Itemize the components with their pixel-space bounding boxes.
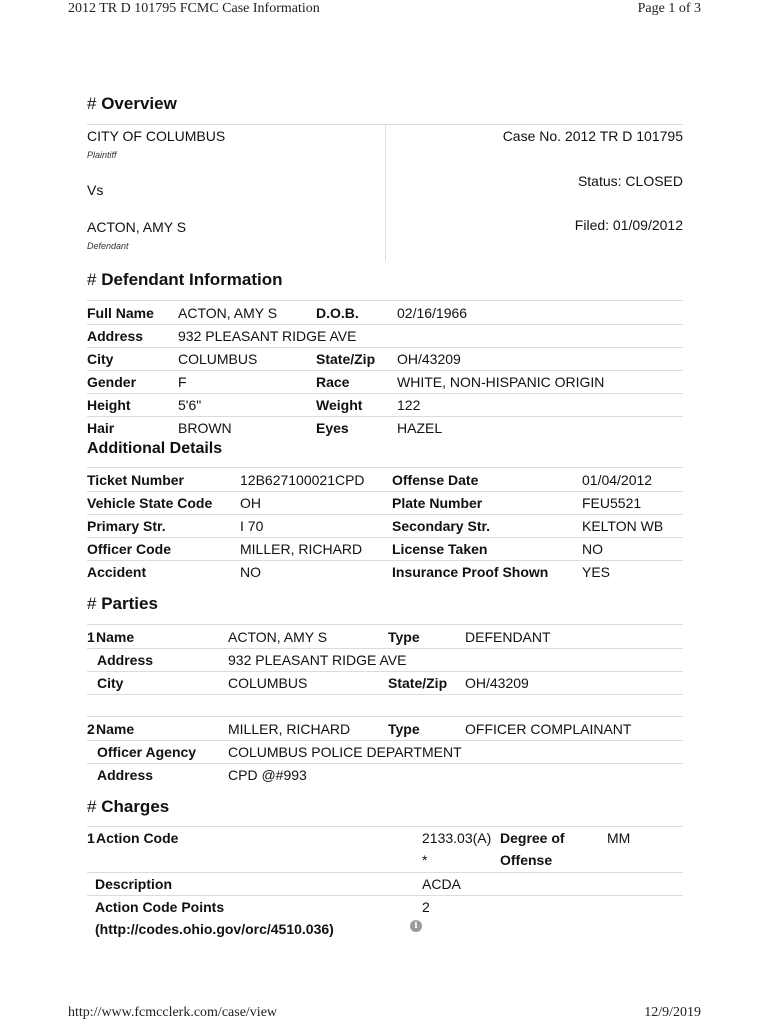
defendant-info-row-4-label-2: Weight xyxy=(316,397,363,413)
plaintiff-label: Plaintiff xyxy=(87,150,117,160)
divider xyxy=(87,716,683,717)
divider xyxy=(87,347,683,348)
charges-heading xyxy=(87,797,169,817)
charge-1-number: 1 xyxy=(87,830,95,846)
party-2-address-label: Address xyxy=(97,767,154,783)
party-1-name-label: Name xyxy=(96,629,135,645)
action-code-star: * xyxy=(422,852,428,868)
party-1-type: DEFENDANT xyxy=(465,629,551,645)
defendant-info-row-0-value-1: ACTON, AMY S xyxy=(178,305,278,321)
additional-details-row-0-label-1: Ticket Number xyxy=(87,472,184,488)
additional-details-row-0-value-2: 01/04/2012 xyxy=(582,472,653,488)
action-code-value: 2133.03(A) xyxy=(422,830,492,846)
defendant-info-row-3-value-1: F xyxy=(178,374,187,390)
defendant-info-row-5-label-2: Eyes xyxy=(316,420,349,436)
additional-details-row-1-value-1: OH xyxy=(240,495,261,511)
page-header-title: 2012 TR D 101795 FCMC Case Information xyxy=(68,1,320,16)
overview-heading-text: Overview xyxy=(101,94,177,113)
hash-icon: # xyxy=(87,94,97,113)
charges-heading-text: Charges xyxy=(101,797,170,816)
party-1-type-label: Type xyxy=(388,629,420,645)
additional-details-row-2-label-2: Secondary Str. xyxy=(392,518,491,534)
party-2-name: MILLER, RICHARD xyxy=(228,721,351,737)
action-code-points-value: 2 xyxy=(422,899,430,915)
footer-url: http://www.fcmcclerk.com/case/view xyxy=(68,1005,278,1020)
additional-details-row-4-label-1: Accident xyxy=(87,564,147,580)
party-1-statezip-label: State/Zip xyxy=(388,675,448,691)
divider xyxy=(87,537,683,538)
defendant-info-row-3-label-2: Race xyxy=(316,374,350,390)
divider xyxy=(87,872,683,873)
divider xyxy=(87,763,683,764)
description-value: ACDA xyxy=(422,876,461,892)
hash-icon: # xyxy=(87,797,97,816)
additional-details-row-4-value-1: NO xyxy=(240,564,261,580)
additional-details-row-1-value-2: FEU5521 xyxy=(582,495,642,511)
degree-label-2: Offense xyxy=(500,852,553,868)
party-1-name: ACTON, AMY S xyxy=(228,629,328,645)
additional-details-row-4-label-2: Insurance Proof Shown xyxy=(392,564,549,580)
plaintiff-name: CITY OF COLUMBUS xyxy=(87,128,226,144)
divider xyxy=(87,895,683,896)
defendant-info-row-2-value-2: OH/43209 xyxy=(397,351,461,367)
defendant-info-row-3-label-1: Gender xyxy=(87,374,137,390)
hash-icon: # xyxy=(87,270,97,289)
party-1-city-label: City xyxy=(97,675,124,691)
additional-details-row-0-value-1: 12B627100021CPD xyxy=(240,472,365,488)
defendant-info-row-0-label-1: Full Name xyxy=(87,305,154,321)
party-2-agency: COLUMBUS POLICE DEPARTMENT xyxy=(228,744,462,760)
party-2-agency-label: Officer Agency xyxy=(97,744,197,760)
additional-details-row-3-label-1: Officer Code xyxy=(87,541,172,557)
action-code-points-url[interactable]: (http://codes.ohio.gov/orc/4510.036) xyxy=(95,921,334,937)
defendant-info-row-1-label-1: Address xyxy=(87,328,144,344)
degree-value: MM xyxy=(607,830,631,846)
divider-vertical xyxy=(385,124,386,261)
divider xyxy=(87,671,683,672)
party-2-name-label: Name xyxy=(96,721,135,737)
party-1-address-label: Address xyxy=(97,652,154,668)
additional-details-row-1-label-1: Vehicle State Code xyxy=(87,495,213,511)
vs-text: Vs xyxy=(87,182,104,198)
party-2-number: 2 xyxy=(87,721,95,737)
divider xyxy=(87,416,683,417)
defendant-info-row-2-label-1: City xyxy=(87,351,114,367)
divider xyxy=(87,740,683,741)
divider xyxy=(87,648,683,649)
action-code-label: Action Code xyxy=(96,830,179,846)
defendant-info-row-0-value-2: 02/16/1966 xyxy=(397,305,468,321)
divider xyxy=(87,694,683,695)
party-1-number: 1 xyxy=(87,629,95,645)
defendant-info-row-5-value-1: BROWN xyxy=(178,420,232,436)
defendant-info-row-2-value-1: COLUMBUS xyxy=(178,351,258,367)
additional-details-row-3-label-2: License Taken xyxy=(392,541,488,557)
defendant-info-row-3-value-2: WHITE, NON-HISPANIC ORIGIN xyxy=(397,374,605,390)
divider xyxy=(87,624,683,625)
party-1-statezip: OH/43209 xyxy=(465,675,529,691)
parties-heading-text: Parties xyxy=(101,594,158,613)
action-code-points-label: Action Code Points xyxy=(95,899,225,915)
party-1-address: 932 PLEASANT RIDGE AVE xyxy=(228,652,407,668)
defendant-info-row-5-label-1: Hair xyxy=(87,420,115,436)
case-number: Case No. 2012 TR D 101795 xyxy=(502,128,683,144)
defendant-info-row-0-label-2: D.O.B. xyxy=(316,305,359,321)
defendant-info-row-4-value-1: 5'6" xyxy=(178,397,202,413)
divider xyxy=(87,393,683,394)
additional-details-row-2-value-2: KELTON WB xyxy=(582,518,664,534)
party-2-type-label: Type xyxy=(388,721,420,737)
additional-details-row-2-label-1: Primary Str. xyxy=(87,518,166,534)
divider xyxy=(87,324,683,325)
divider xyxy=(87,300,683,301)
party-2-address: CPD @#993 xyxy=(228,767,307,783)
case-status: Status: CLOSED xyxy=(577,173,683,189)
hash-icon: # xyxy=(87,594,97,613)
additional-details-row-2-value-1: I 70 xyxy=(240,518,264,534)
defendant-info-row-4-label-1: Height xyxy=(87,397,131,413)
description-label: Description xyxy=(95,876,173,892)
defendant-label: Defendant xyxy=(87,241,129,251)
page-number: Page 1 of 3 xyxy=(637,1,701,16)
divider xyxy=(87,826,683,827)
divider xyxy=(87,491,683,492)
defendant-name: ACTON, AMY S xyxy=(87,219,187,235)
defendant-info-row-2-label-2: State/Zip xyxy=(316,351,376,367)
party-1-city: COLUMBUS xyxy=(228,675,308,691)
defendant-info-heading xyxy=(87,270,283,290)
additional-details-heading: Additional Details xyxy=(87,440,223,457)
defendant-info-heading-text: Defendant Information xyxy=(101,270,283,289)
additional-details-row-0-label-2: Offense Date xyxy=(392,472,479,488)
defendant-info-row-5-value-2: HAZEL xyxy=(397,420,443,436)
divider xyxy=(87,370,683,371)
overview-heading xyxy=(87,94,177,114)
degree-label-1: Degree of xyxy=(500,830,565,846)
divider xyxy=(87,467,683,468)
additional-details-row-3-value-2: NO xyxy=(582,541,603,557)
filed-date: Filed: 01/09/2012 xyxy=(574,217,683,233)
defendant-info-row-1-value-1: 932 PLEASANT RIDGE AVE xyxy=(178,328,357,344)
divider xyxy=(87,514,683,515)
info-icon[interactable]: i xyxy=(410,920,422,932)
defendant-info-row-4-value-2: 122 xyxy=(397,397,421,413)
divider xyxy=(87,560,683,561)
additional-details-row-4-value-2: YES xyxy=(582,564,611,580)
footer-date: 12/9/2019 xyxy=(644,1005,701,1020)
parties-heading xyxy=(87,594,158,614)
additional-details-row-3-value-1: MILLER, RICHARD xyxy=(240,541,363,557)
additional-details-row-1-label-2: Plate Number xyxy=(392,495,483,511)
party-2-type: OFFICER COMPLAINANT xyxy=(465,721,632,737)
